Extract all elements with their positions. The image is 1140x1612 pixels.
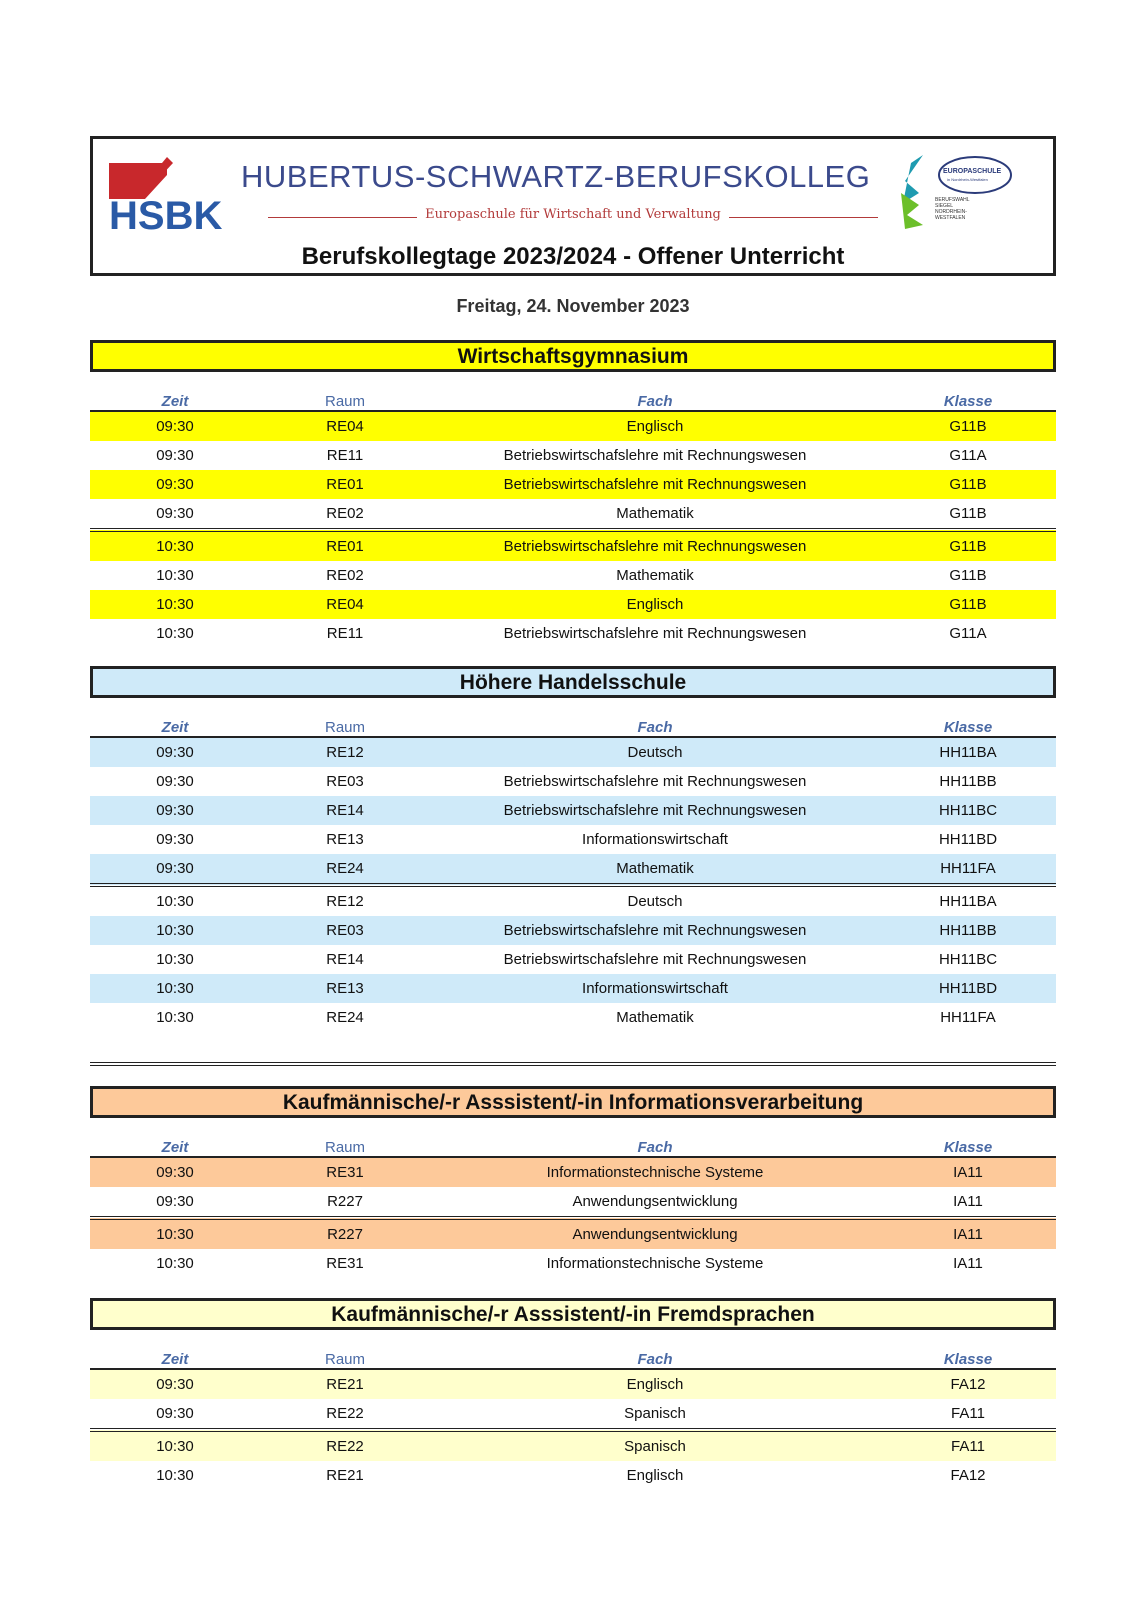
cell-fach: Mathematik bbox=[616, 505, 694, 522]
cell-zeit: 10:30 bbox=[156, 980, 194, 997]
cell-raum: RE13 bbox=[326, 831, 364, 848]
cell-fach: Spanisch bbox=[624, 1405, 686, 1422]
cell-klasse: G11A bbox=[949, 625, 987, 642]
section-title: Kaufmännische/-r Asssistent/-in Fremdsprachen bbox=[90, 1298, 1056, 1330]
cell-zeit: 10:30 bbox=[90, 1218, 260, 1249]
cell-zeit: 10:30 bbox=[156, 1467, 194, 1484]
cell-zeit: 09:30 bbox=[156, 1193, 194, 1210]
tagline: Europaschule für Wirtschaft und Verwaltung bbox=[268, 207, 878, 222]
cell-raum: RE13 bbox=[326, 980, 364, 997]
table-header-row bbox=[90, 1130, 1056, 1157]
cell-fach: Deutsch bbox=[627, 744, 683, 761]
tagline-row bbox=[268, 207, 878, 227]
cell-raum: RE02 bbox=[326, 505, 364, 522]
cell-raum: RE21 bbox=[326, 1376, 364, 1393]
cell-klasse: HH11BA bbox=[939, 744, 997, 761]
cell-zeit: 10:30 bbox=[156, 625, 194, 642]
table-row bbox=[90, 825, 1056, 854]
sections-container bbox=[90, 340, 1056, 1490]
section-title: Kaufmännische/-r Asssistent/-in Informationsverarbeitung bbox=[90, 1086, 1056, 1118]
cell-zeit: 09:30 bbox=[156, 1405, 194, 1422]
cell-klasse: IA11 bbox=[953, 1193, 983, 1210]
table-row bbox=[90, 974, 1056, 1003]
column-header-raum: Raum bbox=[260, 1130, 430, 1157]
hsbk-logo bbox=[107, 153, 227, 233]
cell-fach: Betriebswirtschafslehre mit Rechnungswesen bbox=[503, 476, 807, 493]
cell-fach: Englisch bbox=[626, 1376, 684, 1393]
cell-fach: Mathematik bbox=[616, 860, 694, 877]
cell-fach: Betriebswirtschafslehre mit Rechnungswesen bbox=[503, 922, 807, 939]
cell-zeit: 10:30 bbox=[90, 530, 260, 561]
cell-klasse: FA12 bbox=[950, 1467, 986, 1484]
column-header-klasse: Klasse bbox=[880, 710, 1056, 737]
cell-klasse: G11B bbox=[880, 530, 1056, 561]
table-row bbox=[90, 885, 1056, 916]
cell-raum: RE14 bbox=[326, 951, 364, 968]
cell-zeit: 10:30 bbox=[90, 1430, 260, 1461]
schedule-table bbox=[90, 1342, 1056, 1490]
column-header-fach: Fach bbox=[430, 1130, 880, 1157]
cell-raum: RE04 bbox=[326, 418, 364, 435]
cell-raum: RE22 bbox=[326, 1405, 364, 1422]
table-row bbox=[90, 499, 1056, 530]
cell-klasse: HH11BD bbox=[938, 831, 998, 848]
table-row bbox=[90, 470, 1056, 499]
cell-fach: Englisch bbox=[626, 596, 684, 613]
badge-text-3: NORDRHEIN- bbox=[935, 209, 967, 215]
section-title: Höhere Handelsschule bbox=[90, 666, 1056, 698]
table-row bbox=[90, 441, 1056, 470]
cell-zeit: 09:30 bbox=[156, 418, 194, 435]
cell-zeit: 09:30 bbox=[156, 1376, 194, 1393]
cell-raum: RE03 bbox=[326, 922, 364, 939]
cell-fach: Betriebswirtschafslehre mit Rechnungswesen bbox=[503, 951, 807, 968]
cell-zeit: 09:30 bbox=[156, 476, 194, 493]
section-title: Wirtschaftsgymnasium bbox=[90, 340, 1056, 372]
table-row bbox=[90, 916, 1056, 945]
cell-raum: RE31 bbox=[326, 1164, 364, 1181]
cell-klasse: IA11 bbox=[953, 1255, 983, 1272]
cell-fach: Betriebswirtschafslehre mit Rechnungswesen bbox=[430, 530, 880, 561]
cell-fach: Informationswirtschaft bbox=[582, 980, 728, 997]
cell-fach: Informationstechnische Systeme bbox=[546, 1164, 764, 1181]
table-row bbox=[90, 1187, 1056, 1218]
cell-klasse: G11B bbox=[949, 418, 987, 435]
cell-zeit: 09:30 bbox=[156, 802, 194, 819]
cell-fach: Anwendungsentwicklung bbox=[430, 1218, 880, 1249]
cell-zeit: 10:30 bbox=[156, 1255, 194, 1272]
header-box bbox=[90, 136, 1056, 276]
table-row bbox=[90, 796, 1056, 825]
cell-zeit: 10:30 bbox=[156, 951, 194, 968]
cell-raum: RE22 bbox=[260, 1430, 430, 1461]
cell-fach: Betriebswirtschafslehre mit Rechnungswesen bbox=[503, 802, 807, 819]
cell-zeit: 09:30 bbox=[156, 831, 194, 848]
table-row bbox=[90, 411, 1056, 441]
cell-klasse: IA11 bbox=[880, 1218, 1056, 1249]
cell-klasse: G11B bbox=[949, 476, 987, 493]
cell-raum: RE11 bbox=[326, 447, 364, 464]
cell-klasse: G11B bbox=[949, 596, 987, 613]
school-name: HUBERTUS-SCHWARTZ-BERUFSKOLLEG bbox=[241, 159, 871, 194]
cell-fach: Deutsch bbox=[430, 885, 880, 916]
table-row bbox=[90, 1003, 1056, 1032]
cell-klasse: HH11BD bbox=[938, 980, 998, 997]
table-row bbox=[90, 767, 1056, 796]
column-header-klasse: Klasse bbox=[880, 1130, 1056, 1157]
column-header-fach: Fach bbox=[430, 710, 880, 737]
cell-raum: RE24 bbox=[326, 860, 364, 877]
table-row bbox=[90, 619, 1056, 648]
table-row bbox=[90, 1249, 1056, 1278]
table-row bbox=[90, 945, 1056, 974]
cell-klasse: G11B bbox=[949, 567, 987, 584]
table-header-row bbox=[90, 710, 1056, 737]
cell-zeit: 09:30 bbox=[156, 447, 194, 464]
cell-zeit: 10:30 bbox=[156, 1009, 194, 1026]
cell-klasse: HH11FA bbox=[940, 1009, 996, 1026]
cell-fach: Anwendungsentwicklung bbox=[572, 1193, 738, 1210]
table-row bbox=[90, 530, 1056, 561]
schedule-table bbox=[90, 710, 1056, 1032]
cell-klasse: G11A bbox=[949, 447, 987, 464]
cell-fach: Informationswirtschaft bbox=[582, 831, 728, 848]
column-header-klasse: Klasse bbox=[880, 384, 1056, 411]
column-header-zeit: Zeit bbox=[90, 1130, 260, 1157]
table-row bbox=[90, 1369, 1056, 1399]
cell-klasse: FA11 bbox=[880, 1430, 1056, 1461]
cell-zeit: 09:30 bbox=[156, 773, 194, 790]
cell-raum: RE24 bbox=[326, 1009, 364, 1026]
column-header-klasse: Klasse bbox=[880, 1342, 1056, 1369]
cell-klasse: IA11 bbox=[953, 1164, 983, 1181]
cell-raum: RE04 bbox=[326, 596, 364, 613]
date-line: Freitag, 24. November 2023 bbox=[456, 296, 690, 316]
cell-zeit: 09:30 bbox=[156, 1164, 194, 1181]
cell-klasse: FA11 bbox=[951, 1405, 985, 1422]
cell-raum: R227 bbox=[260, 1218, 430, 1249]
cell-klasse: HH11FA bbox=[940, 860, 996, 877]
table-header-row bbox=[90, 384, 1056, 411]
cell-zeit: 10:30 bbox=[90, 885, 260, 916]
cell-fach: Englisch bbox=[626, 418, 684, 435]
hsbk-logo-hs: HSBK bbox=[109, 194, 223, 233]
cell-klasse: HH11BC bbox=[938, 802, 998, 819]
cell-fach: Betriebswirtschafslehre mit Rechnungswesen bbox=[503, 447, 807, 464]
document-title: Berufskollegtage 2023/2024 - Offener Unterricht bbox=[301, 243, 845, 270]
cell-raum: RE12 bbox=[260, 885, 430, 916]
euro-logo-text: EUROPASCHULE bbox=[943, 168, 1002, 175]
table-row bbox=[90, 561, 1056, 590]
column-header-zeit: Zeit bbox=[90, 1342, 260, 1369]
column-header-raum: Raum bbox=[260, 710, 430, 737]
table-row bbox=[90, 1218, 1056, 1249]
cell-zeit: 10:30 bbox=[156, 567, 194, 584]
cell-raum: RE03 bbox=[326, 773, 364, 790]
column-header-zeit: Zeit bbox=[90, 710, 260, 737]
cell-fach: Englisch bbox=[626, 1467, 684, 1484]
badge-text-2: SIEGEL bbox=[935, 203, 954, 209]
euro-logo-subtext: in Nordrhein-Westfalen bbox=[947, 177, 988, 182]
cell-raum: RE21 bbox=[326, 1467, 364, 1484]
cell-raum: RE31 bbox=[326, 1255, 364, 1272]
badge-text-4: WESTFALEN bbox=[935, 215, 966, 221]
cell-raum: RE12 bbox=[326, 744, 364, 761]
table-row bbox=[90, 737, 1056, 767]
europaschule-logo bbox=[893, 153, 1013, 233]
cell-zeit: 09:30 bbox=[156, 505, 194, 522]
cell-zeit: 10:30 bbox=[156, 922, 194, 939]
column-header-fach: Fach bbox=[430, 1342, 880, 1369]
cell-raum: RE02 bbox=[326, 567, 364, 584]
cell-zeit: 10:30 bbox=[156, 596, 194, 613]
column-header-fach: Fach bbox=[430, 384, 880, 411]
column-header-raum: Raum bbox=[260, 1342, 430, 1369]
cell-zeit: 09:30 bbox=[156, 860, 194, 877]
column-header-raum: Raum bbox=[260, 384, 430, 411]
cell-zeit: 09:30 bbox=[156, 744, 194, 761]
cell-fach: Mathematik bbox=[616, 567, 694, 584]
cell-fach: Betriebswirtschafslehre mit Rechnungswesen bbox=[503, 625, 807, 642]
cell-klasse: G11B bbox=[949, 505, 987, 522]
table-row bbox=[90, 1461, 1056, 1490]
schedule-table bbox=[90, 1130, 1056, 1278]
table-row bbox=[90, 854, 1056, 885]
cell-raum: RE14 bbox=[326, 802, 364, 819]
cell-raum: RE01 bbox=[326, 476, 364, 493]
cell-raum: RE11 bbox=[326, 625, 364, 642]
schedule-table bbox=[90, 384, 1056, 648]
table-row bbox=[90, 1430, 1056, 1461]
table-row bbox=[90, 1157, 1056, 1187]
cell-fach: Spanisch bbox=[430, 1430, 880, 1461]
table-row bbox=[90, 590, 1056, 619]
cell-klasse: HH11BC bbox=[938, 951, 998, 968]
cell-raum: RE01 bbox=[260, 530, 430, 561]
section-divider bbox=[90, 1062, 1056, 1066]
cell-klasse: HH11BB bbox=[939, 922, 997, 939]
cell-klasse: HH11BB bbox=[939, 773, 997, 790]
column-header-zeit: Zeit bbox=[90, 384, 260, 411]
table-header-row bbox=[90, 1342, 1056, 1369]
table-row bbox=[90, 1399, 1056, 1430]
page bbox=[90, 136, 1056, 1490]
cell-fach: Informationstechnische Systeme bbox=[546, 1255, 764, 1272]
cell-klasse: FA12 bbox=[950, 1376, 986, 1393]
cell-fach: Mathematik bbox=[616, 1009, 694, 1026]
badge-text-1: BERUFSWAHL bbox=[935, 197, 970, 203]
cell-raum: R227 bbox=[327, 1193, 363, 1210]
cell-fach: Betriebswirtschafslehre mit Rechnungswesen bbox=[503, 773, 807, 790]
cell-klasse: HH11BA bbox=[880, 885, 1056, 916]
